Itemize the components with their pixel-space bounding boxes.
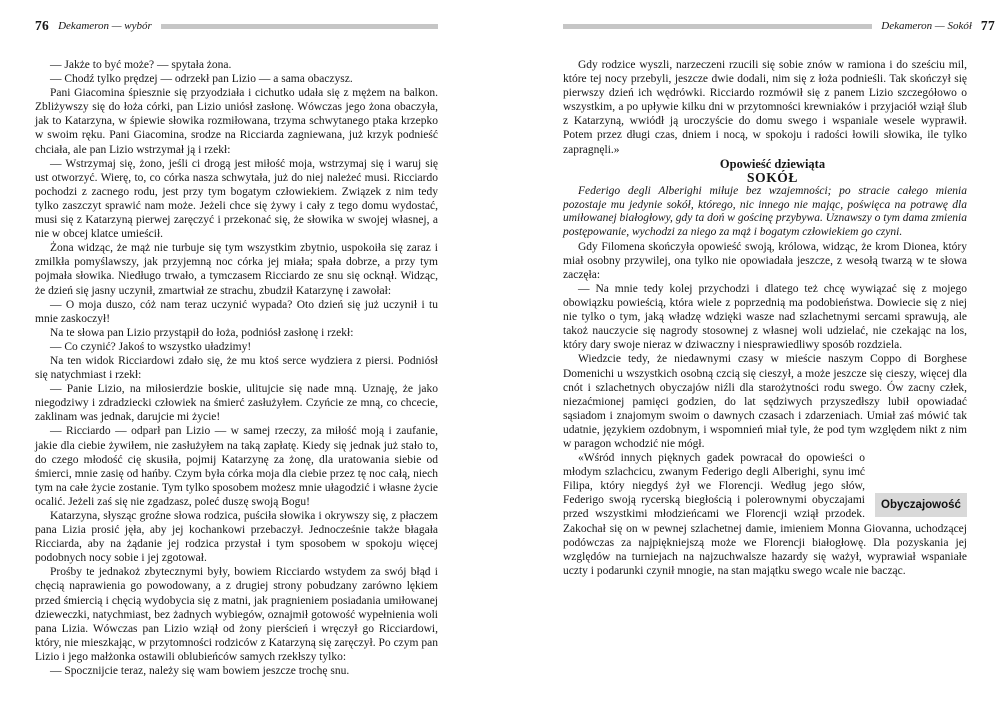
right-page-number: 77 bbox=[980, 18, 995, 33]
right-page-body bbox=[563, 58, 967, 578]
paragraph-text: «Wśród innych pięknych gadek powracał do opowieści o młodym szlachcicu, zwanym Federigo degli Alberighi, synu imć Filipa, który niegdyś żył we Florencji. Według jego słów, Federigo swoją rycerską biegłością i polerownymi obyczajami przed wszystkimi młodzieńcami we Florencji wziął przodek. Zakochał się on w pewnej szlachetnej damie, imieniem Monna Giovanna, uchodzącej podówczas za najpiękniejszą może we Florencji białogłowę. Dla pozyskania jej względów na turniejach na najzuchwalsze hazardy się ważył, wyprawiał wspaniałe uczty i podarunki czynił mnogie, na stan majątku swego wcale nie bacząc. bbox=[563, 452, 967, 577]
paragraph: Pani Giacomina śpiesznie się przyodziała i cichutko udała się z mężem na balkon. Zbliżywszy się do łoża córki, pan Lizio uniósł zasłonę. Wówczas jego żona obaczyła, jak to Katarzyna, w śpiewie słowika rozmiłowana, trzyma schwytanego ptaka krzepko w swoim ręku. Pani Giacomina, srodze na Ricciarda zagniewana, już krzyk podnieść chciała, ale pan Lizio wstrzymał ją i rzekł: bbox=[35, 87, 438, 156]
paragraph: Prośby te jednakoż zbytecznymi były, bowiem Ricciardo wstydem za swój błąd i chęcią naprawienia go powodowany, a z drugiej strony pobudzany zarówno lękiem przed śmiercią i chęcią wydobycia się z matni, jak pragnieniem posiadania umiłowanej dzieweczki, natychmiast, bez żadnych wybiegów, oznajmił gotowość wypełnienia woli pana Lizia. Wówczas pan Lizio wziął od żony pierścień i wręczył go Ricciardowi, który, nie mieszkając, w przytomności rodziców z Katarzyną się zaręczył. Po czym pan Lizio i jego małżonka ostawili oblubieńców samych rzekłszy tylko: bbox=[35, 566, 438, 663]
left-page-number: 76 bbox=[35, 18, 50, 33]
paragraph: Gdy rodzice wyszli, narzeczeni rzucili się sobie znów w ramiona i do sześciu mil, które tej nocy przebyli, jeszcze dwie dodali, nim się z łoża podnieśli. Tak skończył się pierwszy dzień ich wędrówki. Ricciardo rozmówił się z panem Lizio szczegółowo o wszystkim, a po upływie kilku dni w przytomności krewniaków i przyjaciół wziął ślub z Katarzyną, wwiódł ją uroczyście do domu swego i wspaniale wesele wyprawił. Potem przez długi czas, dniem i nocą, w spokoju i radości łowili słowika, ile tylko zapragnęli.» bbox=[563, 59, 967, 156]
paragraph: — Chodź tylko prędzej — odrzekł pan Lizio — a sama obaczysz. bbox=[50, 73, 353, 86]
paragraph: Wiedzcie tedy, że niedawnymi czasy w mieście naszym Coppo di Borghese Domenichi u wszystkich osobną czcią się cieszył, a może jeszcze się cieszy, więcej dla cnót i szlachetnych obyczajów niźli dla starożytności rodu swego. Ów zacny człek, niezaćmionej pamięci godzien, do lat sędziwych przyszedłszy lubił opowiadać sąsiadom i znajomym swoim o dawnych czasach i zdarzeniach. Umiał zaś mówić tak udatnie, językiem ozdobnym, i wspomnień miał tyle, że pod tym względem nikt z nim w paragon wchodzić nie mógł. bbox=[563, 353, 967, 450]
left-page-header bbox=[35, 18, 438, 33]
right-header-rule bbox=[563, 24, 872, 29]
story-title: SOKÓŁ bbox=[746, 169, 798, 185]
page-left bbox=[35, 18, 438, 696]
right-page-header bbox=[563, 18, 995, 33]
paragraph: Gdy Filomena skończyła opowieść swoją, królowa, widząc, że krom Dionea, który miał osobny przywilej, ona tylko nie opowiadała jeszcze, z wesołą twarzą w te słowa zaczęła: bbox=[563, 240, 967, 281]
left-page-body bbox=[35, 58, 438, 678]
story-synopsis: Federigo degli Alberighi miłuje bez wzajemności; po stracie całego mienia pozostaje mu jedynie sokół, którego, nic innego nie mając, poświęca na potrawę dla umiłowanej białogłowy, gdy ta doń w gościnę przybywa. Uznawszy o tym dama zmienia postępowanie, wychodzi za niego za mąż i bogatym człowiekiem go czyni. bbox=[563, 184, 967, 238]
paragraph: — Panie Lizio, na miłosierdzie boskie, ulitujcie się nade mną. Uznaję, że jako niegodziwy i zdradziecki człowiek na śmierć zasłużyłem. Czyńcie ze mną, co chcecie, zaklinam was jednak, darujcie mi życie! bbox=[35, 383, 438, 424]
paragraph: Katarzyna, słysząc groźne słowa rodzica, puściła słowika i okrywszy się, z płaczem pana Lizia prosić jęła, aby jej kochankowi przebaczył. Jednocześnie także błagała Ricciarda, aby na żądanie jej rodzica przystał i tym sposobem w spokoju więcej podobnych nocy sobie i jej zgotował. bbox=[35, 510, 438, 565]
paragraph: Na ten widok Ricciardowi zdało się, że mu ktoś serce wydziera z piersi. Podniósł się natychmiast i rzekł: bbox=[35, 354, 438, 382]
left-header-rule bbox=[161, 24, 438, 29]
story-heading: Opowieść dziewiąta bbox=[719, 156, 826, 171]
paragraph: Na te słowa pan Lizio przystąpił do łoża, podniósł zasłonę i rzekł: bbox=[50, 326, 354, 339]
paragraph: Żona widząc, że mąż nie turbuje się tym wszystkim zbytnio, uspokoiła się zaraz i zmilkła pomyślawszy, jak przyjemną noc córka jej miała; spała dobrze, a przy tym pojmała słowika. Niedługo trwało, a tymczasem Ricciardo ze snu się ocknął. Widząc, że dzień się jasny uczynił, zmartwiał ze strachu, zbudził Katarzynę i zawołał: bbox=[35, 242, 438, 297]
badge-label: Obyczajowość bbox=[881, 499, 961, 512]
paragraph: — Wstrzymaj się, żono, jeśli ci drogą jest miłość moja, wstrzymaj się i waruj się ust otworzyć. Wierę, to, co córka nasza schwytała, już do niej należeć musi. Ricciardo pochodzi z zacnego rodu, jest przy tym bogatym człowiekiem. Związek z nim tedy tylko zaszczyt sprawić nam może. Jeżeli chce się żywy i cały z tego domu wydostać, musi się z Katarzyną pierwej zaręczyć i przekonać się, że słowika w swojej własnej, a nie w obcej klatce umieścił. bbox=[35, 157, 438, 241]
paragraph: — Na mnie tedy kolej przychodzi i dlatego też chcę wywiązać się z mojego obowiązku powieścią, która wiele z poprzednią ma podobieństwa. Dowiecie się z niej nie tylko o tym, jaką władzę wdzięki wasze nad szlachetnymi sercami sprawują, ale takoż nauczycie się nagrody stosownej z własnej woli udzielać, nie czekając na los, który dary swoje nieraz w dziwaczny i niesprawiedliwy sposób rozdziela. bbox=[563, 282, 967, 352]
page-right bbox=[563, 18, 995, 696]
paragraph: — Ricciardo — odparł pan Lizio — w samej rzeczy, za miłość moją i zaufanie, jakie dla ciebie żywiłem, nie zasłużyłem na taką zapłatę. Kiedy się jednak już stało to, do czego młodość cię skusiła, pojmij Katarzynę za żonę, dla uratowania siebie od śmierci, mnie zasię od hańby. Czym była córka moja dla ciebie przez tę noc całą, niech tym na całe życie zostanie. Tym tylko sposobem możesz mnie ułagodzić i własne życie ocalić. Jeżeli zaś się nie zgadzasz, poleć duszę swoją Bogu! bbox=[35, 425, 438, 508]
right-running-title: Dekameron — Sokół bbox=[881, 19, 972, 32]
paragraph-with-badge bbox=[563, 451, 967, 578]
paragraph: — O moja duszo, cóż nam teraz uczynić wypada? Oto dzień się już uczynił i tu mnie zaskoczył! bbox=[35, 298, 438, 325]
left-running-title: Dekameron — wybór bbox=[58, 19, 152, 32]
paragraph: — Co czynić? Jakoś to wszystko uładzimy! bbox=[50, 340, 252, 353]
obyczajowosc-badge bbox=[875, 493, 967, 517]
paragraph: — Jakże to być może? — spytała żona. bbox=[50, 59, 232, 71]
paragraph: — Spocznijcie teraz, należy się wam bowiem jeszcze trochę snu. bbox=[50, 665, 350, 678]
